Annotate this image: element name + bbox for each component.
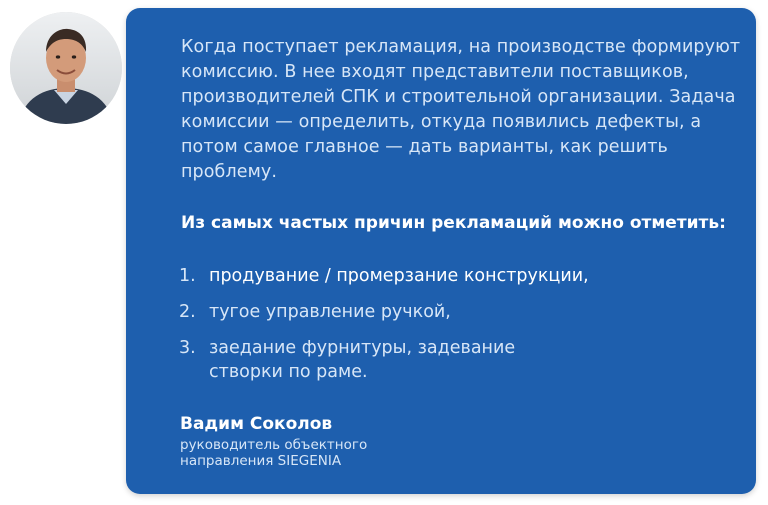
reasons-list bbox=[179, 264, 739, 396]
list-item-number: 2. bbox=[179, 302, 196, 322]
person-photo-icon bbox=[10, 12, 122, 124]
quote-card bbox=[126, 8, 756, 494]
author-role: руководитель объектного направления SIEGENIA bbox=[180, 437, 368, 469]
list-item-number: 3. bbox=[179, 338, 196, 358]
author-name: Вадим Соколов bbox=[180, 414, 333, 434]
list-item-text: продувание / промерзание конструкции, bbox=[209, 266, 589, 286]
list-item-text: заедание фурнитуры, задевание створки по раме. bbox=[209, 338, 516, 382]
intro-paragraph: Когда поступает рекламация, на производстве формируют комиссию. В нее входят представители поставщиков, производителей СПК и строительной организации. Задача комиссии — определить, откуда появились дефекты, а потом самое главное — дать варианты, как решить проблему. bbox=[181, 37, 741, 182]
list-item-number: 1. bbox=[179, 266, 196, 286]
list-item bbox=[179, 336, 589, 384]
reasons-heading: Из самых частых причин рекламаций можно отметить: bbox=[181, 213, 726, 233]
avatar bbox=[10, 12, 122, 124]
list-item-text: тугое управление ручкой, bbox=[209, 302, 451, 322]
list-item bbox=[179, 300, 739, 324]
list-item bbox=[179, 264, 739, 288]
